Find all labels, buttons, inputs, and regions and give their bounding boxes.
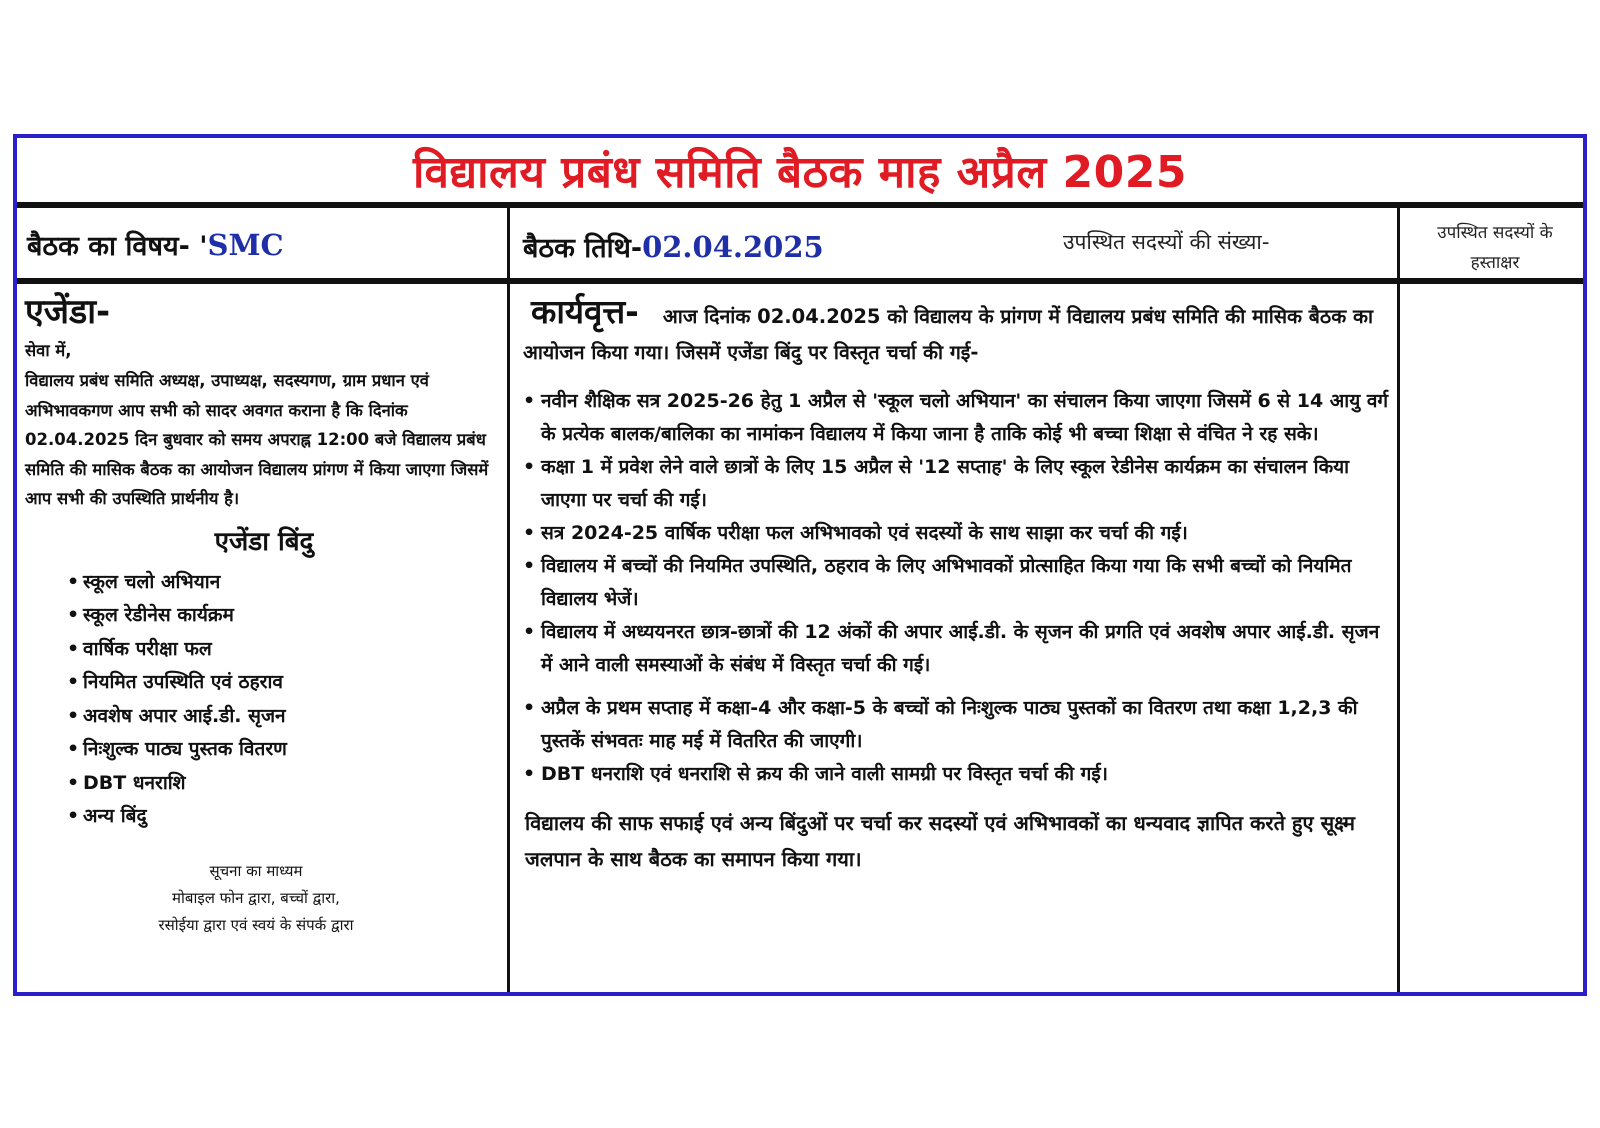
date-label: बैठक तिथि- <box>523 233 643 264</box>
agenda-point: • स्कूल चलो अभियान <box>67 566 503 600</box>
agenda-point: • स्कूल रेडीनेस कार्यक्रम <box>67 599 503 633</box>
minutes-intro-text: आज दिनांक 02.04.2025 को विद्यालय के प्रांगण में विद्यालय प्रबंध समिति की मासिक बैठक का आयोजन किया गया। जिसमें एजेंडा बिंदु पर विस्तृत चर्चा की गई- <box>523 305 1374 364</box>
column-divider-left <box>507 208 510 992</box>
notice-medium <box>25 858 503 939</box>
agenda-point: • निःशुल्क पाठ्य पुस्तक वितरण <box>67 733 503 767</box>
notice-medium-line1: सूचना का माध्यम <box>209 861 303 880</box>
date-value: 02.04.2025 <box>642 230 824 264</box>
minutes-item: • विद्यालय में अध्ययनरत छात्र-छात्रों की 12 अंकों की अपार आई.डी. के सृजन की प्रगति एवं अवशेष अपार आई.डी. सृजन में आने वाली समस्याओं के संबंध में विस्तृत चर्चा की गई। <box>523 616 1389 682</box>
agenda-point: • DBT धनराशि <box>67 767 503 801</box>
minutes-item: • विद्यालय में बच्चों की नियमित उपस्थिति, ठहराव के लिए अभिभावकों प्रोत्साहित किया गया कि सभी बच्चों को नियमित विद्यालय भेजें। <box>523 550 1389 616</box>
agenda-heading: एजेंडा- <box>25 292 111 332</box>
agenda-points-list <box>25 566 503 834</box>
notice-medium-line2: मोबाइल फोन द्वारा, बच्चों द्वारा, <box>172 888 340 907</box>
meeting-document <box>13 134 1587 996</box>
meeting-subject <box>27 226 284 263</box>
signature-label-line1: उपस्थित सदस्यों के <box>1437 223 1553 243</box>
minutes-item: • सत्र 2024-25 वार्षिक परीक्षा फल अभिभावको एवं सदस्यों के साथ साझा कर चर्चा की गई। <box>523 517 1389 550</box>
minutes-item: • DBT धनराशि एवं धनराशि से क्रय की जाने वाली सामग्री पर विस्तृत चर्चा की गई। <box>523 758 1389 791</box>
minutes-list <box>523 385 1389 791</box>
agenda-body: विद्यालय प्रबंध समिति अध्यक्ष, उपाध्यक्ष, सदस्यगण, ग्राम प्रधान एवं अभिभावकगण आप सभी को सादर अवगत कराना है कि दिनांक 02.04.2025 दिन बुधवार को समय अपराह्न 12:00 बजे विद्यालय प्रबंध समिति की मासिक बैठक का आयोजन विद्यालय प्रांगण में किया जाएगा जिसमें आप सभी की उपस्थिति प्रार्थनीय है। <box>25 371 489 508</box>
document-title: विद्यालय प्रबंध समिति बैठक माह अप्रैल 2025 <box>413 147 1187 198</box>
agenda-points-heading: एजेंडा बिंदु <box>214 526 314 557</box>
agenda-point: • अन्य बिंदु <box>67 800 503 834</box>
column-divider-right <box>1397 208 1400 992</box>
subject-value: SMC <box>207 228 284 262</box>
minutes-item: • कक्षा 1 में प्रवेश लेने वाले छात्रों के लिए 15 अप्रैल से '12 सप्ताह' के लिए स्कूल रेडीनेस कार्यक्रम का संचालन किया जाएगा पर चर्चा की गई। <box>523 451 1389 517</box>
agenda-salutation: सेवा में, <box>25 341 72 360</box>
member-count-label: उपस्थित सदस्यों की संख्या- <box>1063 230 1270 254</box>
agenda-column <box>25 290 503 939</box>
agenda-point: • अवशेष अपार आई.डी. सृजन <box>67 700 503 734</box>
meeting-date <box>523 228 824 265</box>
signature-label-line2: हस्ताक्षर <box>1470 253 1520 273</box>
minutes-heading: कार्यवृत्त- <box>531 292 639 331</box>
minutes-column <box>523 290 1389 877</box>
agenda-point: • वार्षिक परीक्षा फल <box>67 633 503 667</box>
notice-medium-line3: रसोईया द्वारा एवं स्वयं के संपर्क द्वारा <box>158 915 354 934</box>
signature-header <box>1403 218 1587 278</box>
minutes-item: • अप्रैल के प्रथम सप्ताह में कक्षा-4 और कक्षा-5 के बच्चों को निःशुल्क पाठ्य पुस्तकों का वितरण तथा कक्षा 1,2,3 की पुस्तकें संभवतः माह मई में वितरित की जाएगी। <box>523 692 1389 758</box>
subject-label: बैठक का विषय- ' <box>27 231 208 262</box>
agenda-point: • नियमित उपस्थिति एवं ठहराव <box>67 666 503 700</box>
minutes-item: • नवीन शैक्षिक सत्र 2025-26 हेतु 1 अप्रैल से 'स्कूल चलो अभियान' का संचालन किया जाएगा जिसमें 6 से 14 आयु वर्ग के प्रत्येक बालक/बालिका का नामांकन विद्यालय में किया जाना है ताकि कोई भी बच्चा शिक्षा से वंचित ने रह सके। <box>523 385 1389 451</box>
minutes-closing: विद्यालय की साफ सफाई एवं अन्य बिंदुओं पर चर्चा कर सदस्यों एवं अभिभावकों का धन्यवाद ज्ञापित करते हुए सूक्ष्म जलपान के साथ बैठक का समापन किया गया। <box>525 811 1355 871</box>
minutes-intro <box>523 294 1389 371</box>
info-row <box>17 208 1583 284</box>
title-row <box>17 138 1583 208</box>
